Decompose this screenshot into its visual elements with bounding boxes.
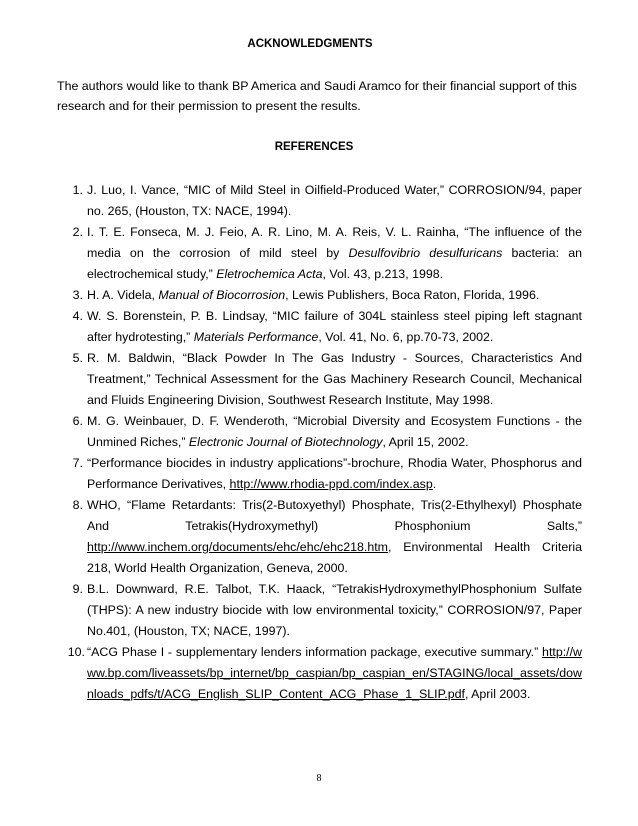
reference-item: 5. R. M. Baldwin, “Black Powder In The Gas Industry - Sources, Characteristics And Treatment,” Technical Assessment for the Gas Machinery Research Council, Mechanical and Fluids Engineering Division, Southwest Research Institute, May 1998. bbox=[56, 348, 582, 411]
reference-number: 4. bbox=[72, 309, 83, 323]
reference-number: 8. bbox=[72, 498, 83, 512]
reference-number: 2. bbox=[72, 225, 83, 239]
bp-link[interactable]: http://www.bp.com/liveassets/bp_internet/bp_caspian/bp_caspian_en/STAGING/local_assets/downloads_pdfs/t/ACG_English_SLIP_Content_ACG_Phase_1_SLIP.pdf bbox=[87, 645, 582, 701]
inchem-link[interactable]: http://www.inchem.org/documents/ehc/ehc/ehc218.htm bbox=[87, 540, 388, 554]
reference-item: 3. H. A. Videla, Manual of Biocorrosion, Lewis Publishers, Boca Raton, Florida, 1996. bbox=[56, 285, 582, 306]
reference-number: 5. bbox=[72, 351, 83, 365]
reference-item: 4. W. S. Borenstein, P. B. Lindsay, “MIC failure of 304L stainless steel piping left stagnant after hydrotesting,” Materials Performance, Vol. 41, No. 6, pp.70-73, 2002. bbox=[56, 306, 582, 348]
acknowledgments-heading: ACKNOWLEDGMENTS bbox=[247, 38, 373, 50]
references-heading: REFERENCES bbox=[274, 141, 354, 153]
reference-number: 9. bbox=[72, 582, 83, 596]
reference-item: 8. WHO, “Flame Retardants: Tris(2-Butoxyethyl) Phosphate, Tris(2-Ethylhexyl) Phosphate And Tetrakis(Hydroxymethyl) Phosphonium Salts,” http://www.inchem.org/documents/ehc/ehc/ehc218.htm, Environmental Health Criteria 218, World Health Organization, Geneva, 2000. bbox=[56, 495, 582, 579]
reference-number: 10. bbox=[67, 645, 85, 659]
reference-number: 6. bbox=[72, 414, 83, 428]
reference-number: 3. bbox=[72, 288, 83, 302]
rhodia-link[interactable]: http://www.rhodia-ppd.com/index.asp bbox=[229, 477, 433, 491]
reference-number: 1. bbox=[72, 183, 83, 197]
reference-number: 7. bbox=[72, 456, 83, 470]
reference-item: 6. M. G. Weinbauer, D. F. Wenderoth, “Microbial Diversity and Ecosystem Functions - the Unmined Riches,” Electronic Journal of Biotechnology, April 15, 2002. bbox=[56, 411, 582, 453]
reference-item: 10. “ACG Phase I - supplementary lenders information package, executive summary.” http://www.bp.com/liveassets/bp_internet/bp_caspian/bp_caspian_en/STAGING/local_assets/downloads_pdfs/t/ACG_English_SLIP_Content_ACG_Phase_1_SLIP.pdf, April 2003. bbox=[56, 642, 582, 705]
reference-item: 2. I. T. E. Fonseca, M. J. Feio, A. R. Lino, M. A. Reis, V. L. Rainha, “The influence of the media on the corrosion of mild steel by Desulfovibrio desulfuricans bacteria: an electrochemical study,” Eletrochemica Acta, Vol. 43, p.213, 1998. bbox=[56, 222, 582, 285]
reference-list bbox=[56, 180, 582, 705]
page-number: 8 bbox=[316, 773, 322, 784]
reference-item: 1. J. Luo, I. Vance, “MIC of Mild Steel in Oilfield-Produced Water,” CORROSION/94, paper no. 265, (Houston, TX: NACE, 1994). bbox=[56, 180, 582, 222]
reference-item: 9. B.L. Downward, R.E. Talbot, T.K. Haack, “TetrakisHydroxymethylPhosphonium Sulfate (THPS): A new industry biocide with low environmental toxicity,” CORROSION/97, Paper No.401, (Houston, TX; NACE, 1997). bbox=[56, 579, 582, 642]
acknowledgments-text: The authors would like to thank BP America and Saudi Aramco for their financial support of this research and for their permission to present the results. bbox=[57, 79, 577, 113]
reference-item: 7. “Performance biocides in industry applications”-brochure, Rhodia Water, Phosphorus and Performance Derivatives, http://www.rhodia-ppd.com/index.asp. bbox=[56, 453, 582, 495]
